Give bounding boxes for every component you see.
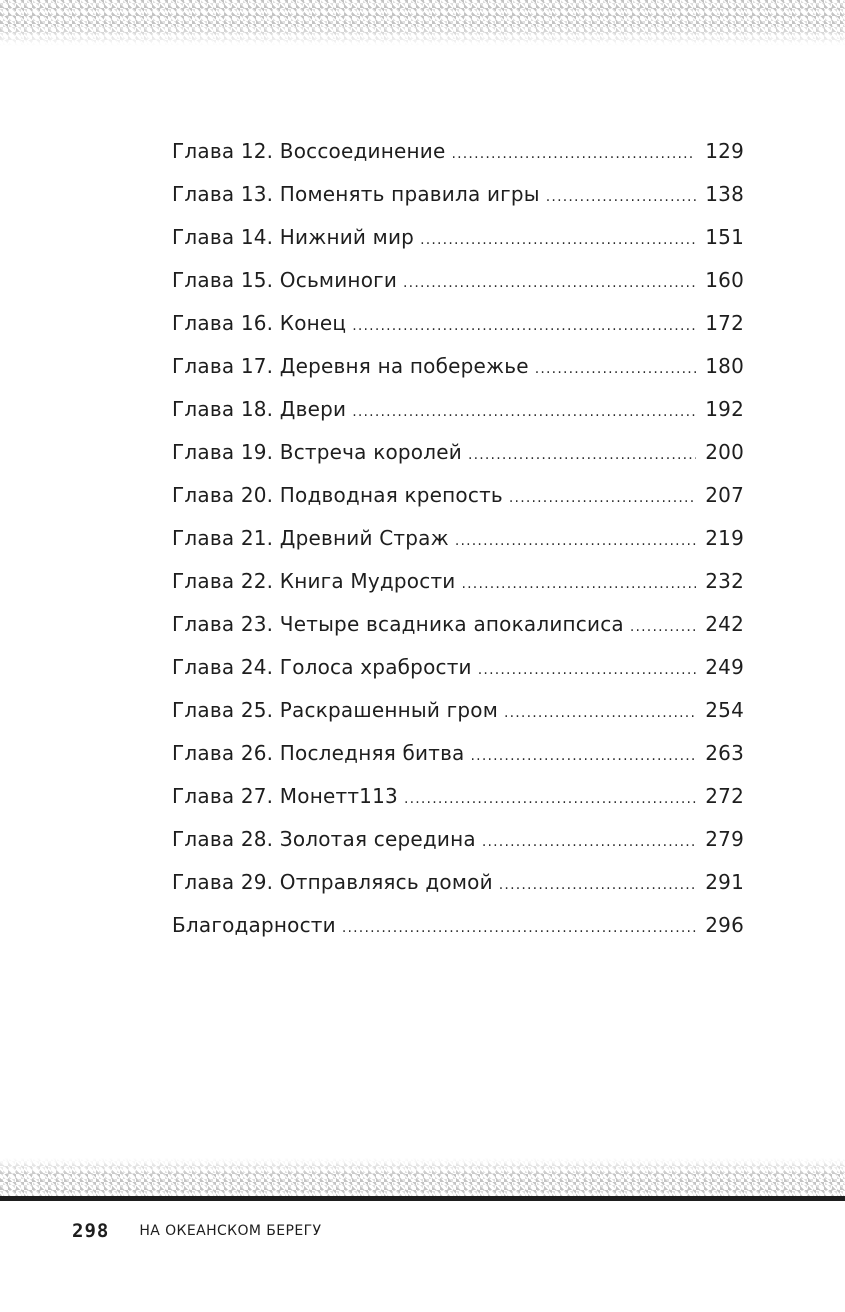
toc-dot-leader: [478, 649, 696, 692]
toc-entry-page: 129: [705, 139, 744, 163]
page-number: 298: [72, 1220, 110, 1242]
toc-entry-page: 232: [705, 569, 744, 593]
toc-entry-title: Глава 25. Раскрашенный гром: [172, 698, 498, 722]
toc-dot-leader: [546, 176, 696, 219]
toc-entry-title: Глава 28. Золотая середина: [172, 827, 476, 851]
toc-entry: [172, 345, 744, 388]
table-of-contents: [172, 130, 744, 947]
toc-entry-page: 291: [705, 870, 744, 894]
toc-entry-title: Глава 14. Нижний мир: [172, 225, 415, 249]
toc-entry-title: Глава 24. Голоса храбрости: [172, 655, 472, 679]
toc-entry-title: Глава 29. Отправляясь домой: [172, 870, 493, 894]
toc-entry: [172, 560, 744, 603]
toc-entry: [172, 259, 744, 302]
top-pixel-pattern: [0, 0, 845, 46]
toc-entry-page: 272: [705, 784, 744, 808]
toc-entry-page: 180: [705, 354, 744, 378]
toc-entry-page: 207: [705, 483, 744, 507]
toc-entry: [172, 861, 744, 904]
toc-entry-title: Глава 20. Подводная крепость: [172, 483, 503, 507]
toc-entry-title: Глава 21. Древний Страж: [172, 526, 449, 550]
toc-entry: [172, 775, 744, 818]
toc-dot-leader: [455, 520, 696, 563]
toc-entry-page: 242: [705, 612, 744, 636]
toc-dot-leader: [535, 348, 696, 391]
toc-entry-title: Глава 16. Конец: [172, 311, 347, 335]
toc-entry-title: Глава 13. Поменять правила игры: [172, 182, 540, 206]
toc-entry: [172, 388, 744, 431]
toc-entry: [172, 904, 744, 947]
toc-entry-title: Глава 26. Последняя битва: [172, 741, 465, 765]
toc-entry-title: Благодарности: [172, 913, 336, 937]
toc-dot-leader: [420, 219, 696, 262]
footer-rule: [0, 1196, 845, 1201]
toc-entry: [172, 216, 744, 259]
toc-dot-leader: [499, 864, 696, 907]
toc-entry: [172, 474, 744, 517]
toc-entry-page: 254: [705, 698, 744, 722]
toc-entry: [172, 732, 744, 775]
toc-dot-leader: [403, 262, 696, 305]
toc-entry-page: 172: [705, 311, 744, 335]
toc-entry: [172, 689, 744, 732]
toc-entry: [172, 517, 744, 560]
toc-dot-leader: [462, 563, 697, 606]
toc-dot-leader: [451, 133, 696, 176]
toc-entry: [172, 603, 744, 646]
toc-entry: [172, 302, 744, 345]
toc-entry-page: 160: [705, 268, 744, 292]
toc-entry: [172, 818, 744, 861]
toc-entry-page: 200: [705, 440, 744, 464]
toc-entry-title: Глава 27. Монетт113: [172, 784, 398, 808]
toc-entry-page: 219: [705, 526, 744, 550]
toc-entry-title: Глава 15. Осьминоги: [172, 268, 398, 292]
toc-entry-title: Глава 17. Деревня на побережье: [172, 354, 529, 378]
toc-dot-leader: [509, 477, 696, 520]
toc-dot-leader: [342, 907, 696, 950]
toc-dot-leader: [471, 735, 696, 778]
toc-entry: [172, 431, 744, 474]
toc-entry-page: 249: [705, 655, 744, 679]
toc-dot-leader: [404, 778, 696, 821]
toc-entry-title: Глава 23. Четыре всадника апокалипсиса: [172, 612, 624, 636]
toc-dot-leader: [482, 821, 696, 864]
toc-dot-leader: [352, 305, 696, 348]
toc-entry-title: Глава 19. Встреча королей: [172, 440, 462, 464]
toc-entry-page: 279: [705, 827, 744, 851]
toc-entry: [172, 130, 744, 173]
page-footer: [72, 1216, 321, 1246]
toc-entry-page: 296: [705, 913, 744, 937]
toc-entry-title: Глава 12. Воссоединение: [172, 139, 446, 163]
toc-dot-leader: [504, 692, 696, 735]
toc-dot-leader: [468, 434, 696, 477]
toc-entry-page: 192: [705, 397, 744, 421]
toc-dot-leader: [352, 391, 696, 434]
toc-entry: [172, 173, 744, 216]
running-head: НА ОКЕАНСКОМ БЕРЕГУ: [139, 1223, 322, 1239]
bottom-pixel-pattern: [0, 1158, 845, 1196]
toc-entry-title: Глава 22. Книга Мудрости: [172, 569, 456, 593]
toc-dot-leader: [630, 606, 696, 649]
toc-entry-page: 151: [705, 225, 744, 249]
toc-entry-page: 263: [705, 741, 744, 765]
toc-entry-title: Глава 18. Двери: [172, 397, 347, 421]
toc-entry-page: 138: [705, 182, 744, 206]
toc-entry: [172, 646, 744, 689]
